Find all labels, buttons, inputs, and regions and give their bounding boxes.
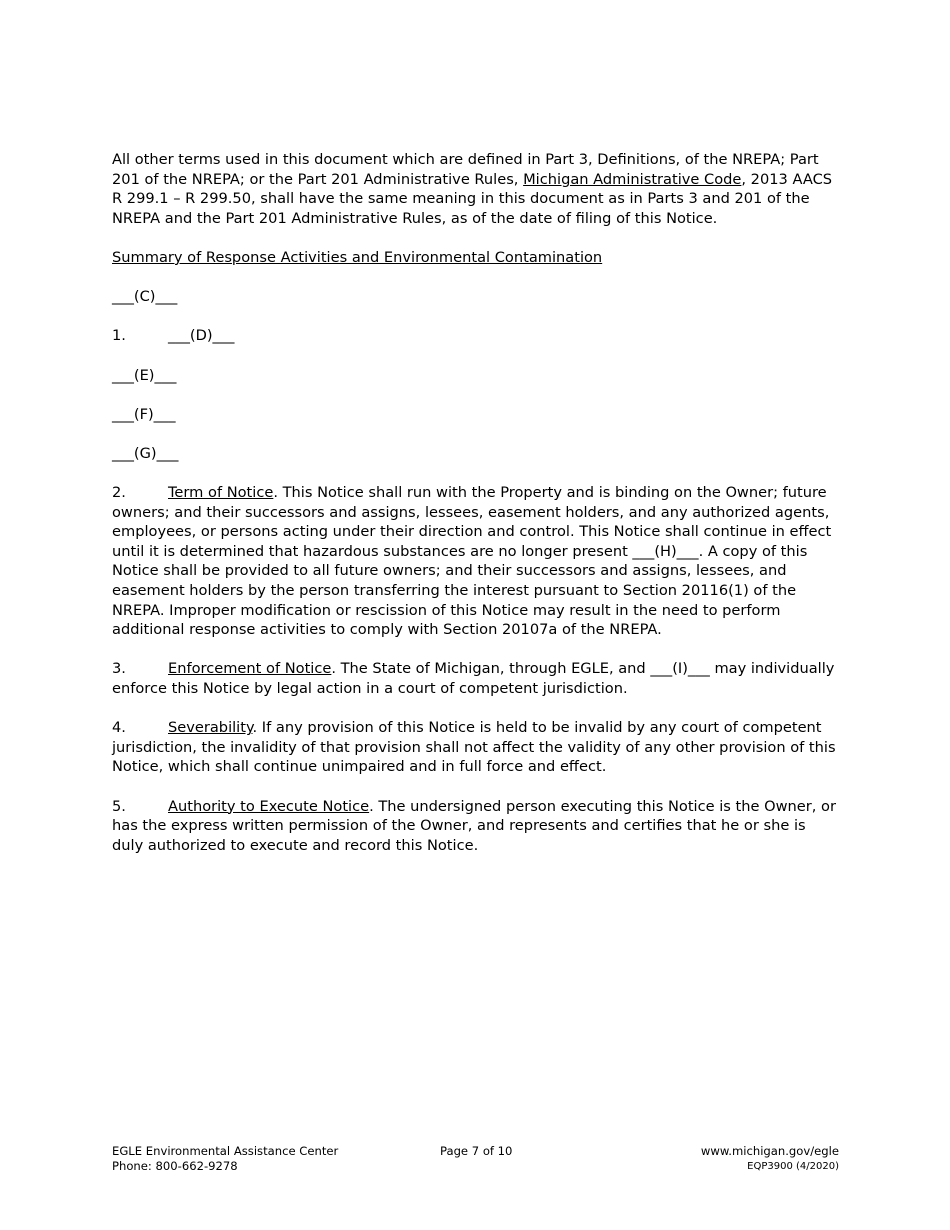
summary-heading: Summary of Response Activities and Environmental Contamination xyxy=(112,248,603,266)
section-title: Term of Notice xyxy=(168,484,274,502)
footer-contact xyxy=(112,1144,338,1174)
section-authority-to-execute: 5. Authority to Execute Notice. The undersigned person executing this Notice is the Owner, or has the express written permission of the Owner, and represents and certifies that he or she is duly authorized to execute and record this Notice. xyxy=(112,797,836,854)
section-title: Severability xyxy=(168,719,253,737)
placeholder-f: ___(F)___ xyxy=(112,405,176,423)
form-id: EQP3900 (4/2020) xyxy=(747,1161,839,1172)
definitions-paragraph: All other terms used in this document which are defined in Part 3, Definitions, of the NREPA; Part 201 of the NREPA; or the Part 201 Administrative Rules, Michigan Administrative Code, 2013 AACS R 299.1 – R 299.50, shall have the same meaning in this document as in Parts 3 and 201 of the NREPA and the Part 201 Administrative Rules, as of the date of filing of this Notice. xyxy=(112,151,833,227)
section-enforcement-of-notice: 3. Enforcement of Notice. The State of Michigan, through EGLE, and ___(I)___ may individually enforce this Notice by legal action in a court of competent jurisdiction. xyxy=(112,660,835,698)
page-number: Page 7 of 10 xyxy=(440,1144,513,1158)
placeholder-e: ___(E)___ xyxy=(112,366,177,384)
placeholder-d: 1. ___(D)___ xyxy=(112,327,235,345)
footer-phone: Phone: 800-662-9278 xyxy=(112,1159,238,1173)
section-title: Enforcement of Notice xyxy=(168,660,332,678)
placeholder-c: ___(C)___ xyxy=(112,288,178,306)
section-severability: 4. Severability. If any provision of this Notice is held to be invalid by any court of competent jurisdiction, the invalidity of that provision shall not affect the validity of any other provision of this Notice, which shall continue unimpaired and in full force and effect. xyxy=(112,719,836,776)
footer-url: www.michigan.gov/egle xyxy=(700,1144,839,1158)
section-title: Authority to Execute Notice xyxy=(168,797,370,815)
michigan-administrative-code-reference: Michigan Administrative Code xyxy=(523,170,742,188)
section-term-of-notice: 2. Term of Notice. This Notice shall run with the Property and is binding on the Owner; future owners; and their successors and assigns, lessees, easement holders, and any authorized agents, employees, or persons acting under their direction and control. This Notice shall continue in effect until it is determined that hazardous substances are no longer present ___(H)___. A copy of this Notice shall be provided to all future owners; and their successors and assigns, lessees, and easement holders by the person transferring the interest pursuant to Section 20116(1) of the NREPA. Improper modification or rescission of this Notice may result in the need to perform additional response activities to comply with Section 20107a of the NREPA. xyxy=(112,484,832,639)
document-body xyxy=(112,150,840,875)
footer-website xyxy=(701,1144,839,1174)
footer-org: EGLE Environmental Assistance Center xyxy=(112,1144,339,1158)
placeholder-g: ___(G)___ xyxy=(112,444,179,462)
